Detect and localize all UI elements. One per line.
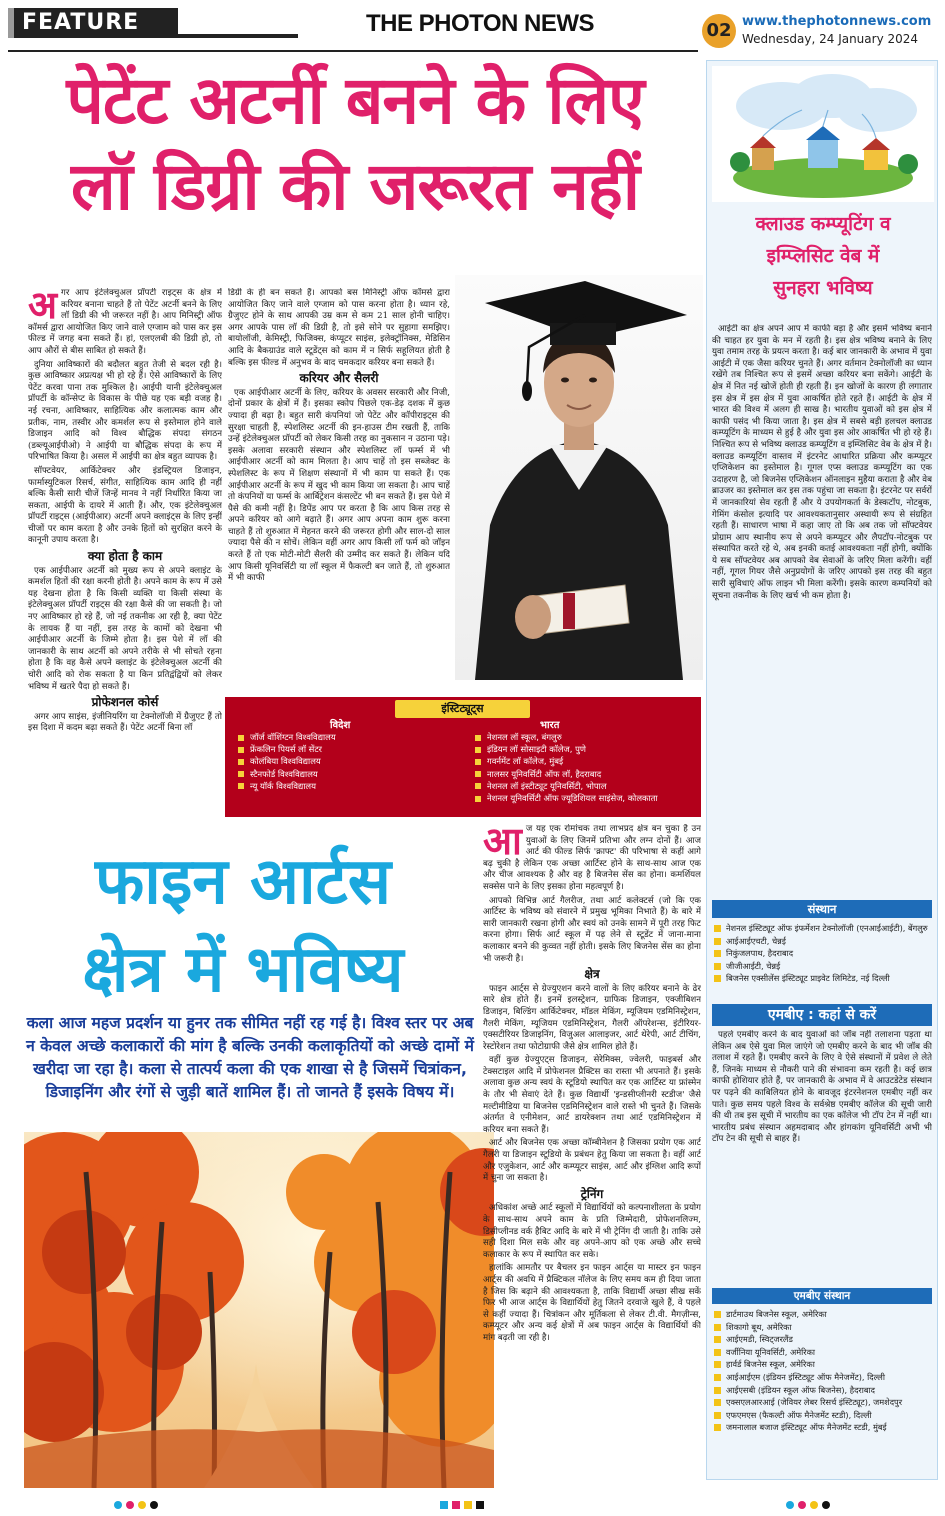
- list-item: न्यू यॉर्क विश्वविद्यालय: [238, 780, 468, 792]
- institutions-banner: संस्थान: [712, 900, 932, 918]
- header-divider: [8, 50, 698, 52]
- list-item: निकुंजलपाथ, हैदराबाद: [714, 947, 932, 960]
- paragraph: दुनिया आविष्कारों की बदौलत बहुत तेजी से बदल रही है। कुछ आविष्कार अप्रत्यक्ष भी हो रहे हैं। ऐसे आविष्कारों के लिए पेटेंट करवा पाना तक मुश्किल है। आईपी यानी इंटेलेक्चुअल प्रॉपर्टी के कॉन्सेप्ट के विकास के पीछे यह एक बड़ी वजह है। नई रचना, आविष्कार, साहित्यिक और कलात्मक काम और प्रतीक, नाम, तस्वीर और कमर्शल रूप से इस्तेमाल होने वाले डिजाइन आदि को विश्व बौद्धिक संपदा संगठन (डब्ल्यूआईपीओ) ने आईपी या बौद्धिक संपदा के रूप में परिभाषित किया है। असल में आईपी का क्षेत्र बहुत व्यापक है।: [28, 359, 222, 463]
- cloud-headline-2: इम्प्लिसिट वेब में: [766, 245, 880, 267]
- headline-line-2: लॉ डिग्री की जरूरत नहीं: [71, 148, 639, 225]
- autumn-forest-painting: [24, 1132, 494, 1488]
- section-label-bar: [178, 34, 298, 38]
- list-item: एक्सएलआरआई (जेवियर लेबर रिसर्च इंस्टिट्यूट), जमशेदपुर: [714, 1396, 932, 1409]
- list-item: डार्टमाउथ बिजनेस स्कूल, अमेरिका: [714, 1308, 932, 1321]
- list-item: आईआईएम (इंडियन इंस्टिट्यूट ऑफ मैनेजमेंट), दिल्ली: [714, 1371, 932, 1384]
- subheading-work: क्या होता है काम: [87, 549, 163, 564]
- list-item: इंडियन लॉ सोसाइटी कॉलेज, पुणे: [475, 743, 701, 755]
- paragraph: वहीं कुछ ग्रेज्युएट्स डिजाइन, सेरेमिक्स, ज्वेलरी, फाइबर्स और टेक्सटाइल आदि में प्रोफेशनल प्रैक्टिस का रास्ता भी अपनाते हैं। इसके अलावा कुछ अन्य स्वयं के स्टूडियो स्थापित कर एक आर्टिस्ट या फ्रांस्मेन के तौर भी सेवाएं देते हैं। कुछ विद्यार्थी 'इन्डसीप्लीनरी स्टडीज' जैसे मल्टीमीडिया या बिजनेस एडमिनिस्ट्रेशन वाले रास्ते भी चुनते हैं। जिसके अंतर्गत वे एनीमेशन, आर्ट डायरेक्शन तथा आर्ट एडमिनिस्ट्रेशन में करियर बना सकते हैं।: [483, 1055, 701, 1135]
- list-item: आईएसबी (इंडियन स्कूल ऑफ बिजनेस), हैदराबाद: [714, 1384, 932, 1397]
- paragraph: हालांकि आमतौर पर बैचलर इन फाइन आर्ट्स या मास्टर इन फाइन आर्ट्स की अवधि में प्रैक्टिकल नॉलेज के लिए समय कम ही दिया जाता है जिस कि बढ़ाने की आवश्यकता है, ताकि विद्यार्थी अच्छा सीख सकें फिर भी आज आर्ट्स के विद्यार्थियों हेतु जितने दरवाजे खुले हैं, वे पहले से कहीं ज्यादा हैं। चित्रांकन और मूर्तिकला से लेकर टी.वी. मैगज़ीन्स, कम्प्यूटर और अन्य कई क्षेत्रों में अब फाइन आर्ट्स के विद्यार्थियों की मांग बढ़ती जा रही है।: [483, 1263, 701, 1343]
- paragraph: एक आईपीआर अटर्नी को मुख्य रूप से अपने क्लाइंट के कमर्शल हितों की रक्षा करनी होती है। अपने काम के रूप में उसे यह देखना होता है कि किसी व्यक्ति या किसी संस्था के इंटेलेक्चुअल प्रॉपर्टी राइट्स की रक्षा कैसे की जा सकती है। जो नए आविष्कार हो रहे हैं, जो नई तकनीक आ रही है, क्या पेटेंट के लायक हैं या नहीं, इस तरह के कामों को देखना भी आईपीआर अटर्नी के जिम्मे होता है। इस पेशे में लॉ की जानकारी के साथ अटर्नी को अपने तरीके से भी सोचते रहना होता है कि वह कैसे अपने क्लाइंट के इंटेलेक्चुअल अटर्नी की चोरी आदि को रोक सकता है या किन प्रतिद्वंद्वियों को लेकर भविष्य में खतरे पैदा हो सकते हैं।: [28, 565, 222, 692]
- subheading-field: क्षेत्र: [584, 967, 600, 982]
- list-item: नेशनल इंस्टिट्यूट ऑफ इंफर्मेशन टेक्नोलॉजी (एनआईआईटी), बेंगलुरु: [714, 922, 932, 935]
- cloud-illustration-svg: [712, 66, 934, 202]
- list-item: हार्वर्ड बिजनेस स्कूल, अमेरिका: [714, 1358, 932, 1371]
- list-item: शिकागो बूथ, अमेरिका: [714, 1321, 932, 1334]
- issue-date: Wednesday, 24 January 2024: [742, 32, 919, 46]
- list-item: आईआईएचटी, चेन्नई: [714, 935, 932, 948]
- cloud-headline-3: सुनहरा भविष्य: [773, 277, 873, 299]
- cloud-institutions-list: [714, 922, 932, 985]
- page-number-badge: 02: [702, 14, 736, 48]
- subheading-salary: करियर और सैलरी: [299, 371, 379, 386]
- website-url[interactable]: www.thephotonnews.com: [742, 14, 932, 29]
- article1-column-2: [228, 288, 450, 696]
- list-item: जॉर्ज वॉशिंग्टन विश्वविद्यालय: [238, 731, 468, 743]
- paragraph: आर्ट और बिजनेस एक अच्छा कॉम्बीनेशन है जिसका प्रयोग एक आर्ट गैलरी या डिजाइन स्टूडियो के प्रबंधन हेतु किया जा सकता है। वहीं आर्ट और एजुकेशन, आर्ट और कम्प्यूटर साइंस, आर्ट और इंग्लिश आदि रूपों में चुना जा सकता है।: [483, 1138, 701, 1184]
- newspaper-masthead: THE PHOTON NEWS: [365, 10, 595, 37]
- list-item: नेशनल यूनिवर्सिटी ऑफ ज्यूडिशियल साइंसेज, कोलकाता: [475, 792, 701, 804]
- institutes-title: इंस्टिट्यूट्स: [395, 700, 530, 718]
- registration-marks-svg: [0, 1499, 945, 1511]
- list-item: नेशनल लॉ इंस्टीट्यूट यूनिवर्सिटी, भोपाल: [475, 780, 701, 792]
- mba-body: पहले एमबीए करने के बाद युवाओं को जॉब नहीं तलाशना पड़ता था लेकिन अब ऐसे युवा मिल जाएंगे जो एमबीए करने के बाद भी जॉब की तलाश में रहते हैं। एमबीए करने के लिए वे ऐसे संस्थानों में प्रवेश ले लेते हैं, जिनके माध्यम से नौकरी पाने की संभावना कम रहती है। कई छात्र काफी होशियार होते हैं, पर जानकारी के अभाव में वे आउटडेटेड संस्थान पर पढ़ने की काबिलियत होने के बावजूद इंटरनेशनल एमबीए नहीं कर पाते। कुछ समय पहले विश्व के सर्वश्रेष्ठ एमबीए कॉलेज की सूची जारी की थी तब इस सूची में भारतीय का एक कॉलेज भी टॉप टेन में नहीं था। भारतीय प्रबंध संस्थान अहमदाबाद और हांगकांग यूनिवर्सिटी अभी भी टॉप टेन की सूची से बाहर हैं।: [712, 1030, 932, 1145]
- dropcap: आ: [483, 824, 522, 863]
- list-item: वर्जीनिया यूनिवर्सिटी, अमेरिका: [714, 1346, 932, 1359]
- list-item: जमनालाल बजाज इंस्टिट्यूट ऑफ मैनेजमेंट स्टडी, मुंबई: [714, 1421, 932, 1434]
- mba-institutes-banner: एमबीए संस्थान: [712, 1288, 932, 1304]
- paragraph: एक आईपीआर अटर्नी के लिए, करियर के अवसर सरकारी और निजी, दोनों प्रकार के क्षेत्रों में हैं। इसका स्कोप पिछले एक-डेढ़ दशक में कुछ ज्यादा ही बढ़ा है। बहुत सारी कंपनियां जो पेटेंट और कॉपीराइट्स की सुरक्षा चाहती हैं, स्पेशलिस्ट अटर्नी की इन-हाउस टीम रखती हैं, ताकि उन्हें इंटेलेक्चुअल प्रॉपर्टी को लेकर किसी तरह का नुकसान न उठाना पड़े। इसके अलावा सरकारी संस्थान और स्पेशलिस्ट लॉ फर्म्स में भी आईपीआर अटर्नी को काम मिलता है। आप चाहें तो इस सब्जेक्ट के स्पेशलिस्ट के रूप में शिक्षण संस्थानों में भी काम पा सकते हैं। एक आईपीआर अटर्नी के रूप में खुद भी काम किया जा सकता है। आप चाहें तो कंपनियों या फर्म्स के आर्बिट्रेशन कंसल्टेंट भी बन सकते हैं। इस पेशे में पैसे की कमी नहीं है। डिपेंड आप पर करता है कि आप किस तरह से अपने करियर को आगे बढ़ाते हैं। अगर आप अपना काम शुरू करना चाहते हैं तो शुरुआत में मेहनत करने की जरूरत होगी और साल-दो साल ज्यादा पैसे की न सोचें। लेकिन वहीं अगर आप किसी लॉ फर्म को जॉइन करते हैं तो एक मोटी-मोटी सैलरी की उम्मीद कर सकते हैं। लेकिन यदि आप किसी यूनिवर्सिटी या लॉ स्कूल में फैकल्टी बन जाते हैं, तो शुरुआत में भी काफी: [228, 387, 450, 584]
- section-label: FEATURE: [8, 8, 178, 38]
- graduate-illustration: [455, 275, 703, 680]
- paragraph: अगर आप साइंस, इंजीनियरिंग या टेक्नोलॉजी में ग्रैजुएट हैं तो इस दिशा में कदम बढ़ा सकते हैं। पेटेंट अटर्नी बिना लॉ: [28, 711, 222, 734]
- fine-arts-headline-1: फाइन आर्टस: [94, 845, 392, 919]
- subheading-course: प्रोफेशनल कोर्स: [91, 695, 159, 710]
- paragraph: आपको विभिन्न आर्ट गैलरीज, तथा आर्ट कलेक्टर्स (जो कि एक आर्टिस्ट के भविष्य को संवारने में प्रमुख भूमिका निभाते हैं) के बारे में सारी जानकारी रखना होगी और स्वयं को उनके सामने में पूरी तरह फिट करना होगा। सिर्फ आर्ट स्कूल में पढ़ लेने से स्टूडेंट में जाना-माना कलाकार बनने की कुव्वत नहीं होती। इसके लिए बिजनेस सेंस का होना भी जरूरी है।: [483, 895, 701, 964]
- paragraph: अधिकांश अच्छे आर्ट स्कूलों में विद्यार्थियों को कल्पनाशीलता के प्रयोग के साथ-साथ अपने काम के प्रति जिम्मेदारी, प्रोफेशनलिज्म, डिसीप्लीनड वर्क हैबिट आदि के बारे में भी ट्रेनिंग दी जाती है। ताकि उसे सही दिशा मिल सके और वह अपने-आप को एक अच्छे और सच्चे कलाकार के रूप में स्थापित कर सके।: [483, 1203, 701, 1260]
- list-item: बिजनेस एक्सीलेंस इंस्टिट्यूट प्राइवेट लिमिटेड, नई दिल्ली: [714, 972, 932, 985]
- paragraph: डिग्री के ही बन सकते हैं। आपको बस मिनिस्ट्री ऑफ कॉमर्स द्वारा आयोजित किए जाने वाले एग्जाम को पास करना होता है। ध्यान रहे, ग्रैजुएट होने के साथ आपकी उम्र कम से कम 21 साल होनी चाहिए। अगर आपके पास लॉ की डिग्री है, तो इसे सोने पर सुहागा समझिए। बायोलॉजी, केमिस्ट्री, फिजिक्स, कंप्यूटर साइंस, इलेक्ट्रॉनिक्स, मेडिसिन आदि के बैकग्राउंड वाले स्टूडेंट्स को काम में न सिर्फ सहूलियत होती है बल्कि इस फील्ड में अनुभव के बाद चमकदार करियर बना सकते हैं।: [228, 288, 450, 368]
- india-heading: भारत: [540, 720, 560, 731]
- cloud-headline: [712, 208, 934, 304]
- mba-banner: एमबीए : कहां से करें: [712, 1004, 932, 1026]
- list-item: आईएमडी, स्विट्जरलैंड: [714, 1333, 932, 1346]
- list-item: फ्रेंकलिन पियर्स लॉ सेंटर: [238, 743, 468, 755]
- paragraph: गर आप इंटेलेक्चुअल प्रॉपर्टी राइट्स के क्षेत्र में करियर बनाना चाहते हैं तो पेटेंट अटर्नी बनने के लिए लॉ डिग्री की भी जरूरत नहीं है। आप मिनिस्ट्री ऑफ कॉमर्स द्वारा आयोजित किए जाने वाले एग्जाम को पास कर इस फील्ड में जगह बना सकते हैं। हां, एलएलबी की डिग्री हो, तो आप औरों से बीस साबित हो सकते हैं।: [28, 288, 222, 356]
- paragraph: ज यह एक रोमांचक तथा लाभप्रद क्षेत्र बन चुका है उन युवाओं के लिए जिनमें प्रतिभा और लग्न दोनों हैं। आज आर्ट की फील्ड सिर्फ 'क्राफ्ट' की परिभाषा से कहीं आगे बढ़ चुकी है लेकिन एक अच्छा आर्टिस्ट होने के साथ-साथ आज एक और चीज आवश्यक है और वह है बिजनेस सेंस का होना। कमर्शियल सक्सेस पाने के लिए इसका होना महत्वपूर्ण है।: [483, 824, 701, 892]
- paragraph: फाइन आर्ट्स से ग्रेज्युएशन करने वालों के लिए करियर बनाने के ढेर सारे क्षेत्र होते हैं। इनमें इलस्ट्रेशन, ग्राफिक डिजाइन, एक्जीबिशन डिजाइन, बिल्डिंग आर्किटेक्चर, मॉडल मेकिंग, म्यूजियम एडमिनिस्ट्रेशन, गैलरी मेकिंग, म्यूजियम एडमिनिस्ट्रेशन, गैलरी ऑपरेशन्स, इंटीरियर- एक्सटीरियर डिजाइनिंग, विजुअल आलाइजर, आर्ट थेरेपी, आर्ट टीचिंग, रेस्टोरेशन तथा फोटोग्राफी जैसे क्षेत्र शामिल होते हैं।: [483, 983, 701, 1052]
- headline-line-1: पेटेंट अटर्नी बनने के लिए: [66, 62, 644, 139]
- cloud-body: आईटी का क्षेत्र अपने आप में काफी बड़ा है और इसमें भविष्य बनाने की चाहत हर युवा के मन में रहती है। इस क्षेत्र भविष्य बनाने के लिए युवा तमाम तरह के प्रयत्न करता है। कई बार जानकारी के अभाव में युवा आईटी में एक जैसा करियर चुनते हैं। अगर वर्तमान टेक्नोलॉजी का ध्यान रखेंगे तब निश्चित रूप से इसमें अच्छा करियर बना सकेंगे। आईटी के क्षेत्र में नित नई खोजें होती ही रहती हैं। इन खोजों के कारण ही लगातार इस क्षेत्र में इस क्षेत्र में युवा आकर्षित होते रहते हैं। आईटी के क्षेत्र में भारत की विश्व में अलग ही साख है। भारतीय युवाओं को इस क्षेत्र में काफी पसंद भी किया जाता है। इस क्षेत्र में सबसे बड़ी हलचल क्लाउड कम्प्यूटिंग के माध्यम से हुई है और युवा इस ओर आकर्षित भी हो रहे हैं। निश्चित रूप से भविष्य क्लाउड कम्प्यूटिंग व इम्प्लिसिट वेब के क्षेत्र में है। क्लाउड कम्प्यूटिंग वास्तव में इंटरनेट आधारित प्रक्रिया और कम्प्यूटर एप्लिकेशन का इस्तेमाल है। गूगल एप्स क्लाउड कम्प्यूटिंग का एक उदाहरण है, जो बिजनेस एप्लिकेशन ऑनलाइन मुहैया कराता है और वेब ब्राउजर का इस्तेमाल कर इस तक पहुंचा जा सकता है। इंटरनेट पर सर्वरों में जानकारियां सेव रहती हैं और ये उपयोगकर्ता के डेस्कटॉप, नोटबुक, गेमिंग कंसोल इत्यादि पर आवश्यकतानुसार अस्थायी रूप से संग्रहित रहती हैं। साधारण भाषा में कहा जाए तो कि अब तक जो सॉफ्टवेयर प्रोग्राम आप स्थानीय रूप से अपने कम्प्यूटर और लैपटॉप-नोटबुक पर संस्थापित करते रहे थे, अब इनकी कतई आवश्यकता नहीं होगी, क्योंकि ये सब सॉफ्टवेयर अब आपको वेब सेवाओं के जरिए मिला करेंगी। वहीं नहीं, गूगल गियर जैसे अनुप्रयोगों के जरिए आपको इस तरह की बहुत सारी सुविधाएं ऑफ लाइन भी मिला करेंगी। इसके कारण कम्पनियों को सूचना तकनीक के लिए खर्च भी कम होता है।: [712, 324, 932, 601]
- abroad-list: [238, 731, 468, 792]
- list-item: कोलंबिया विश्वविद्यालय: [238, 755, 468, 767]
- cloud-headline-1: क्लाउड कम्प्यूटिंग व: [755, 213, 891, 235]
- list-item: स्टैनफोर्ड विश्वविद्यालय: [238, 768, 468, 780]
- list-item: एफएमएस (फैकल्टी ऑफ मैनेजमेंट स्टडी), दिल्ली: [714, 1409, 932, 1422]
- fine-arts-headline: [8, 838, 478, 1014]
- article1-column-1: [28, 288, 222, 810]
- list-item: जीजीआईटी, चेन्नई: [714, 960, 932, 973]
- article-headline: [10, 58, 700, 230]
- list-item: नालसर यूनिवर्सिटी ऑफ लॉ, हैदराबाद: [475, 768, 701, 780]
- fine-arts-column: [483, 824, 701, 1488]
- abroad-heading: विदेश: [330, 720, 351, 731]
- fine-arts-headline-2: क्षेत्र में भविष्य: [82, 933, 404, 1007]
- paragraph: सॉफ्टवेयर, आर्किटेक्चर और इंडस्ट्रियल डिजाइन, फार्मास्युटिकल रिसर्च, संगीत, साहित्यिक काम आदि ही नहीं बल्कि कैसी सारी चीजें जिन्हें मानव ने नहीं निर्धारित किया जा सकता, आईपी के दायरे में आती हैं। और, एक इंटेलेक्चुअल प्रॉपर्टी राइट्स (आईपीआर) अटर्नी अपने क्लाइंट्स के लिए इन्हीं चीजों पर काम करता है और उनके हितों को सुरक्षित करने के कानूनी उपाय करता है।: [28, 465, 222, 546]
- print-registration-marks: [0, 1496, 945, 1508]
- india-list: [475, 731, 701, 804]
- fine-arts-intro: कला आज महज प्रदर्शन या हुनर तक सीमित नहीं रह गई है। विश्व स्तर पर अब न केवल अच्छे कलाकारों की मांग है बल्कि उनकी कलाकृतियों को अच्छे दामों में खरीदा जा रहा है। कला से तात्पर्य कला की एक शाखा से है जिसमें चित्रांकन, डिजाइनिंग और रंगों से जुड़ी बातें शामिल हैं। तो जानते हैं इसके विषय में।: [26, 1014, 474, 1101]
- painting-svg: [24, 1132, 494, 1488]
- list-item: गवर्नमेंट लॉ कॉलेज, मुंबई: [475, 755, 701, 767]
- cloud-computing-illustration: [712, 66, 934, 202]
- subheading-training: ट्रेनिंग: [580, 1186, 604, 1201]
- list-item: नेशनल लॉ स्कूल, बंगलुरु: [475, 731, 701, 743]
- graduate-photo: [455, 275, 703, 680]
- mba-institutes-list: [714, 1308, 932, 1434]
- dropcap: अ: [28, 288, 58, 327]
